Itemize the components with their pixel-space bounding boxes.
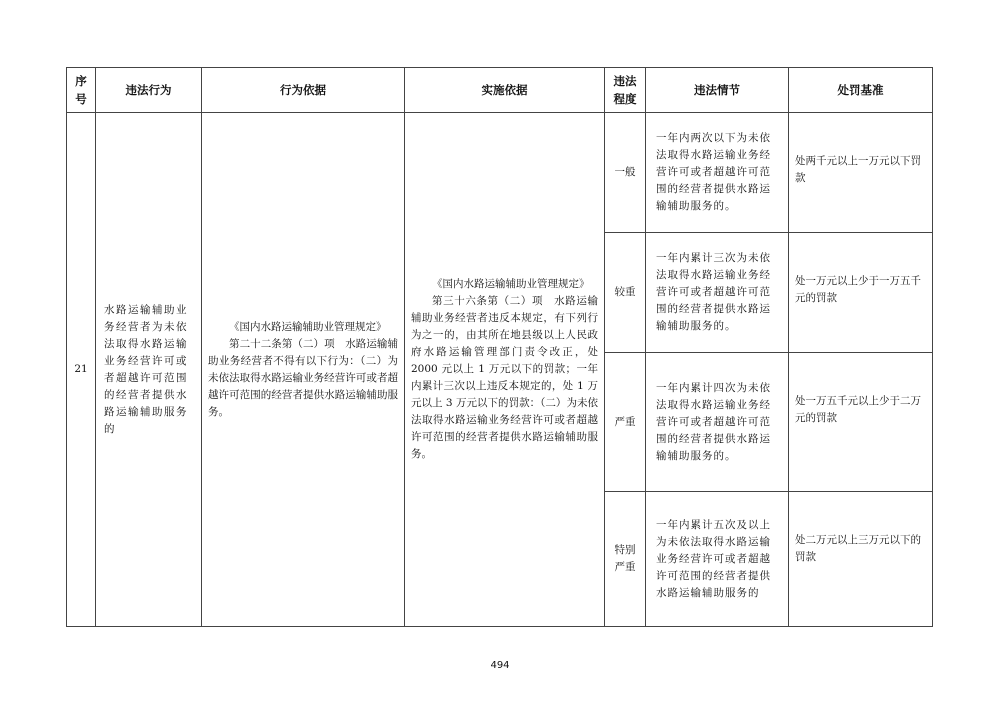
- basis-text: 第二十二条第（二）项 水路运输辅助业务经营者不得有以下行为：（二）为未依法取得水路运输业务经营许可或者超越许可范围的经营者提供水路运输辅助服务。: [208, 337, 398, 418]
- standard-cell: [789, 492, 933, 627]
- implementation-basis: [405, 113, 605, 627]
- circumstance-cell: 一年内累计四次为未依法取得水路运输业务经营许可或者超越许可范围的经营者提供水路运输辅助服务的。: [646, 353, 789, 492]
- circumstance-cell: 一年内累计三次为未依法取得水路运输业务经营许可或者超越许可范围的经营者提供水路运输辅助服务的。: [646, 233, 789, 353]
- basis-title: 《国内水路运输辅助业管理规定》: [229, 320, 387, 333]
- header-circumstance: 违法情节: [646, 68, 789, 113]
- header-idx: 序号: [67, 68, 96, 113]
- row-index: 21: [67, 113, 96, 627]
- degree-cell: 较重: [605, 233, 646, 353]
- degree-cell: 严重: [605, 353, 646, 492]
- header-act: 违法行为: [96, 68, 202, 113]
- penalty-standard-table: [66, 67, 933, 627]
- conduct-basis: [202, 113, 405, 627]
- standard-cell: [789, 353, 933, 492]
- header-basis: 行为依据: [202, 68, 405, 113]
- header-row: [67, 68, 933, 113]
- header-degree: 违法程度: [605, 68, 646, 113]
- standard-text: 处两千元以上一万元以下罚款: [795, 155, 921, 184]
- header-standard: 处罚基准: [789, 68, 933, 113]
- circumstance-cell: 一年内两次以下为未依法取得水路运输业务经营许可或者超越许可范围的经营者提供水路运输辅助服务的。: [646, 113, 789, 233]
- violation-act: 水路运输辅助业务经营者为未依法取得水路运输业务经营许可或者超越许可范围的经营者提供水路运输辅助服务的: [96, 113, 202, 627]
- standard-cell: [789, 233, 933, 353]
- standard-text: 处一万元以上少于一万五千元的罚款: [795, 275, 921, 304]
- degree-cell: 特别严重: [605, 492, 646, 627]
- standard-text: 处二万元以上三万元以下的罚款: [795, 534, 921, 563]
- impl-text: 第三十六条第（二）项 水路运输辅助业务经营者违反本规定，有下列行为之一的，由其所在地县级以上人民政府水路运输管理部门责令改正，处 2000 元以上 1 万元以下的罚款；一年内累计三次以上违反本规定的，处 1 万元以上 3 万元以下的罚款：（二）为未依法取得水路运输业务经营许可或者超越许可范围的经营者提供水路运输辅助服务。: [411, 295, 598, 460]
- standard-text: 处一万五千元以上少于二万元的罚款: [795, 395, 921, 424]
- page-number: 494: [490, 660, 510, 671]
- impl-title: 《国内水路运输辅助业管理规定》: [432, 278, 590, 290]
- circumstance-cell: 一年内累计五次及以上为未依法取得水路运输业务经营许可或者超越许可范围的经营者提供水路运输辅助服务的: [646, 492, 789, 627]
- header-impl: 实施依据: [405, 68, 605, 113]
- degree-cell: 一般: [605, 113, 646, 233]
- table-row: [67, 113, 933, 233]
- standard-cell: [789, 113, 933, 233]
